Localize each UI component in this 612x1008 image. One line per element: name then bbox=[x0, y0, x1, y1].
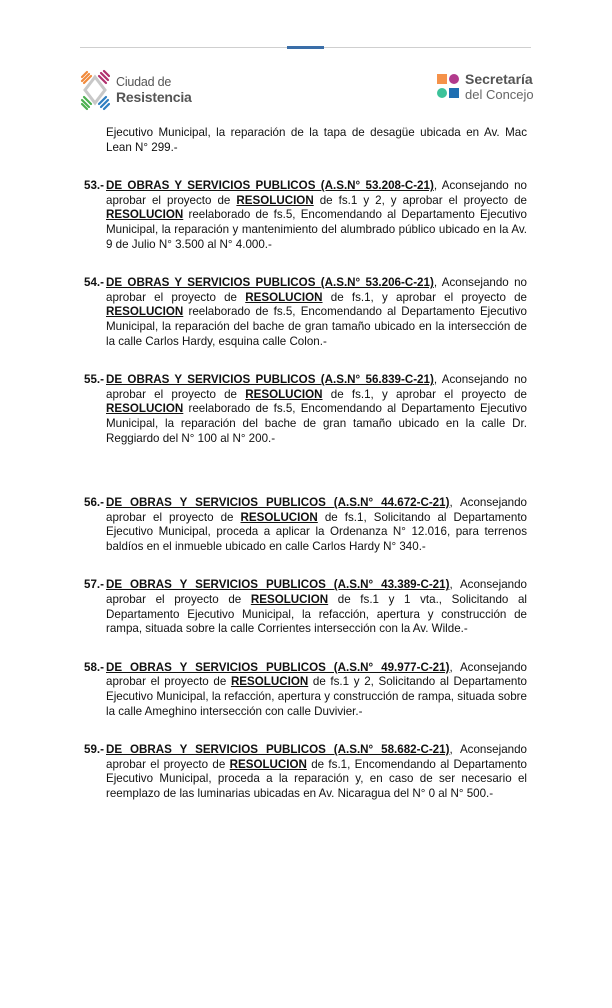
item-heading: DE OBRAS Y SERVICIOS PUBLICOS (A.S.N° 53.208-C-21) bbox=[106, 179, 434, 193]
resolucion-label: RESOLUCION bbox=[230, 675, 309, 689]
item-number: 55.- bbox=[84, 373, 104, 387]
resistencia-emblem-icon bbox=[80, 69, 110, 111]
resolucion-label: RESOLUCION bbox=[106, 208, 184, 222]
agenda-item-58 bbox=[84, 661, 527, 719]
item-heading: DE OBRAS Y SERVICIOS PUBLICOS (A.S.N° 49.977-C-21) bbox=[106, 660, 450, 674]
header-accent-bar bbox=[287, 46, 324, 49]
item-text: de fs.1, Encomendando al Departamento Ejecutivo Municipal, proceda a la reparación y, en caso de ser necesario el reemplazo de las luminarias ubicadas en Av. Nicaragua del N° 0 al N° 500.- bbox=[106, 757, 527, 800]
item-text: , Aconsejando aprobar el proyecto de bbox=[106, 660, 527, 689]
logo-right-line2: del Concejo bbox=[465, 87, 534, 102]
item-heading: DE OBRAS Y SERVICIOS PUBLICOS (A.S.N° 56.839-C-21) bbox=[106, 373, 434, 387]
item-heading: DE OBRAS Y SERVICIOS PUBLICOS (A.S.N° 58.682-C-21) bbox=[106, 743, 450, 757]
document-body bbox=[84, 126, 527, 802]
agenda-item-56 bbox=[84, 496, 527, 554]
resolucion-label: RESOLUCION bbox=[245, 290, 323, 304]
agenda-item-55 bbox=[84, 373, 527, 446]
item-text: reelaborado de fs.5, Encomendando al Departamento Ejecutivo Municipal, la reparación y mantenimiento del alumbrado público ubicado en la Av. 9 de Julio N° 3.500 al N° 4.000.- bbox=[106, 208, 527, 251]
item-heading: DE OBRAS Y SERVICIOS PUBLICOS (A.S.N° 53.206-C-21) bbox=[106, 276, 434, 290]
item-number: 57.- bbox=[84, 578, 104, 592]
item-text: de fs.1 y 2, y aprobar el proyecto de bbox=[313, 193, 528, 207]
item-text: de fs.1, y aprobar el proyecto de bbox=[322, 290, 528, 304]
item-heading: DE OBRAS Y SERVICIOS PUBLICOS (A.S.N° 44.672-C-21) bbox=[106, 496, 450, 510]
item-number: 54.- bbox=[84, 276, 104, 290]
item-text: , Aconsejando aprobar el proyecto de bbox=[106, 496, 527, 524]
item-text: de fs.1, Solicitando al Departamento Ejecutivo Municipal, proceda a aplicar la Ordenanza N° 12.016, para terrenos baldíos en el inmueble ubicado en calle Carlos Hardy N° 340.- bbox=[106, 510, 527, 553]
continuation-paragraph: Ejecutivo Municipal, la reparación de la tapa de desagüe ubicada en Av. Mac Lean N° 299.- bbox=[106, 126, 527, 154]
item-number: 58.- bbox=[84, 660, 104, 674]
item-number: 53.- bbox=[84, 179, 104, 193]
item-text: , Aconsejando no aprobar el proyecto de bbox=[106, 179, 527, 207]
item-text: de fs.1, y aprobar el proyecto de bbox=[322, 387, 528, 401]
item-text: , Aconsejando aprobar el proyecto de bbox=[106, 578, 527, 607]
logo-right-line1: Secretaría bbox=[465, 71, 533, 87]
item-text: de fs.1 y 2, Solicitando al Departamento Ejecutivo Municipal, la refacción, apertura y construcción de rampa, situada sobre la calle Ameghino intersección con calle Duvivier.- bbox=[106, 675, 528, 718]
secretaria-del-concejo-logo bbox=[437, 71, 534, 102]
secretaria-emblem-icon bbox=[437, 71, 462, 102]
item-text: reelaborado de fs.5, Encomendando al Departamento Ejecutivo Municipal, la reparación del bache de gran tamaño ubicado en la intersección de la calle Carlos Hardy, esquina calle Colon.- bbox=[106, 305, 527, 348]
logo-left-line2: Resistencia bbox=[116, 89, 192, 106]
item-number: 56.- bbox=[84, 496, 104, 510]
agenda-item-53 bbox=[84, 179, 527, 252]
item-heading: DE OBRAS Y SERVICIOS PUBLICOS (A.S.N° 43.389-C-21) bbox=[106, 578, 450, 592]
item-text: , Aconsejando aprobar el proyecto de bbox=[106, 743, 527, 771]
resolucion-label: RESOLUCION bbox=[106, 402, 184, 416]
agenda-item-54 bbox=[84, 276, 527, 349]
agenda-item-59 bbox=[84, 743, 527, 801]
resolucion-label: RESOLUCION bbox=[229, 757, 307, 771]
logo-left-line1: Ciudad de bbox=[116, 74, 172, 89]
item-text: reelaborado de fs.5, Encomendando al Departamento Ejecutivo Municipal, la reparación del bache de gran tamaño ubicado en la calle Dr. Reggiardo del N° 100 al N° 200.- bbox=[106, 402, 527, 445]
resolucion-label: RESOLUCION bbox=[245, 387, 323, 401]
agenda-item-57 bbox=[84, 578, 527, 636]
item-text: , Aconsejando no aprobar el proyecto de bbox=[106, 276, 527, 304]
item-number: 59.- bbox=[84, 743, 104, 757]
ciudad-de-resistencia-logo bbox=[80, 69, 192, 111]
resolucion-label: RESOLUCION bbox=[240, 510, 318, 524]
resolucion-label: RESOLUCION bbox=[236, 193, 314, 207]
item-text: de fs.1 y 1 vta., Solicitando al Departamento Ejecutivo Municipal, la refacción, apertura y construcción de rampa, situada sobre la calle Corrientes intersección con la Av. Wilde.- bbox=[106, 593, 528, 636]
resolucion-label: RESOLUCION bbox=[106, 305, 184, 319]
resolucion-label: RESOLUCION bbox=[250, 593, 329, 607]
item-text: , Aconsejando no aprobar el proyecto de bbox=[106, 373, 527, 401]
